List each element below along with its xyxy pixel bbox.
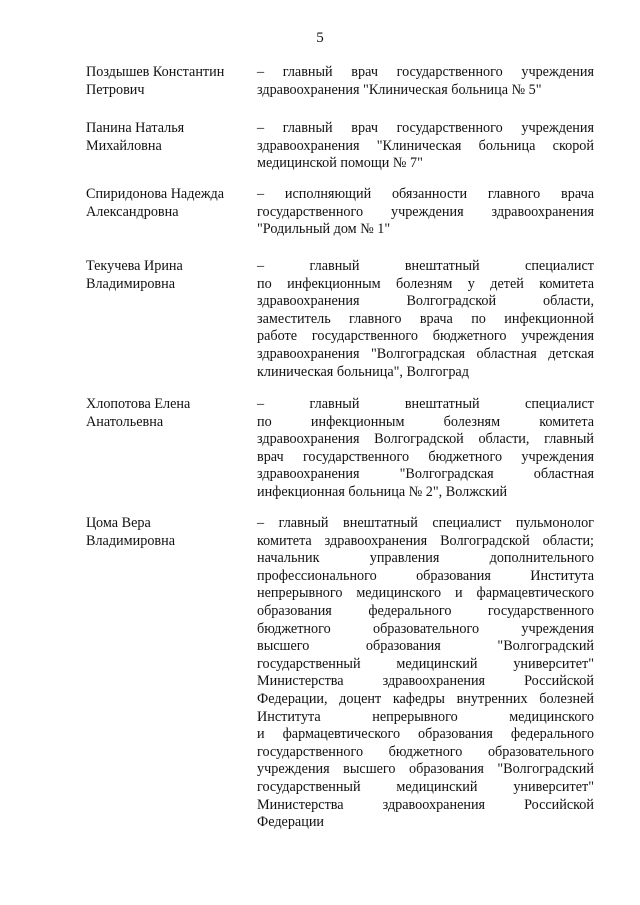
description-line: "Родильный дом № 1"	[257, 221, 391, 238]
description-line: – главный внештатный специалист	[257, 258, 594, 274]
description-line: начальник управления дополнительного	[257, 550, 594, 567]
description-line: профессионального образования Института	[257, 567, 594, 584]
description-line: здравоохранения "Клиническая больница скорой	[257, 137, 594, 154]
description-line: государственный медицинский университет"	[257, 778, 594, 795]
position-description	[257, 396, 594, 502]
description-line: и фармацевтического образования федерального	[257, 726, 594, 743]
description-line: по инфекционным болезням комитета	[257, 413, 594, 430]
description-line: непрерывного медицинского и фармацевтического	[257, 585, 594, 602]
description-line: Министерства здравоохранения Российской	[257, 796, 594, 813]
surname-first-name: Цома Вера	[86, 515, 151, 531]
position-description	[257, 515, 594, 832]
position-description	[257, 120, 594, 173]
description-line: высшего образования "Волгоградский	[257, 638, 594, 655]
description-line: инфекционная больница № 2", Волжский	[257, 483, 508, 500]
description-line: здравоохранения Волгоградской области, главный	[257, 431, 594, 448]
person-name	[86, 64, 256, 99]
description-line: Федерации	[257, 814, 325, 831]
description-line: клиническая больница", Волгоград	[257, 363, 469, 380]
description-line: здравоохранения "Клиническая больница № 5"	[257, 81, 542, 98]
patronymic: Владимировна	[86, 532, 175, 549]
description-line: – главный внештатный специалист пульмонолог	[257, 515, 594, 531]
description-line: – главный врач государственного учреждения	[257, 64, 594, 80]
description-line: учреждения высшего образования "Волгоградский	[257, 761, 594, 778]
page-number: 5	[316, 30, 324, 46]
patronymic: Александровна	[86, 203, 179, 220]
description-line: медицинской помощи № 7"	[257, 155, 423, 172]
person-name	[86, 396, 256, 431]
description-line: – главный врач государственного учреждения	[257, 120, 594, 136]
description-line: бюджетного образовательного учреждения	[257, 620, 594, 637]
description-line: государственного учреждения здравоохранения	[257, 203, 594, 220]
patronymic: Петрович	[86, 81, 145, 98]
description-line: образования федерального государственного	[257, 602, 594, 619]
surname-first-name: Спиридонова Надежда	[86, 186, 225, 202]
surname-first-name: Хлопотова Елена	[86, 396, 191, 412]
position-description	[257, 186, 594, 239]
position-description	[257, 258, 594, 381]
surname-first-name: Текучева Ирина	[86, 258, 183, 274]
description-line: государственного бюджетного образовательного	[257, 743, 594, 760]
description-line: заместитель главного врача по инфекционной	[257, 310, 594, 327]
description-line: по инфекционным болезням у детей комитета	[257, 275, 594, 292]
description-line: государственный медицинский университет"	[257, 655, 594, 672]
description-line: комитета здравоохранения Волгоградской области;	[257, 532, 594, 549]
description-line: работе государственного бюджетного учреждения	[257, 328, 594, 345]
patronymic: Анатольевна	[86, 413, 164, 430]
description-line: здравоохранения "Волгоградская областная	[257, 466, 594, 483]
description-line: здравоохранения "Волгоградская областная детская	[257, 345, 594, 362]
patronymic: Владимировна	[86, 275, 175, 292]
description-line: Федерации, доцент кафедры внутренних болезней	[257, 690, 594, 707]
person-name	[86, 258, 256, 293]
description-line: здравоохранения Волгоградской области,	[257, 293, 594, 310]
person-name	[86, 515, 256, 550]
description-line: – главный внештатный специалист	[257, 396, 594, 412]
description-line: Министерства здравоохранения Российской	[257, 673, 594, 690]
description-line: врач государственного бюджетного учреждения	[257, 448, 594, 465]
description-line: Института непрерывного медицинского	[257, 708, 594, 725]
person-name	[86, 186, 256, 221]
surname-first-name: Панина Наталья	[86, 120, 185, 136]
description-line: – исполняющий обязанности главного врача	[257, 186, 594, 202]
position-description	[257, 64, 594, 99]
surname-first-name: Поздышев Константин	[86, 64, 225, 80]
patronymic: Михайловна	[86, 137, 162, 154]
person-name	[86, 120, 256, 155]
